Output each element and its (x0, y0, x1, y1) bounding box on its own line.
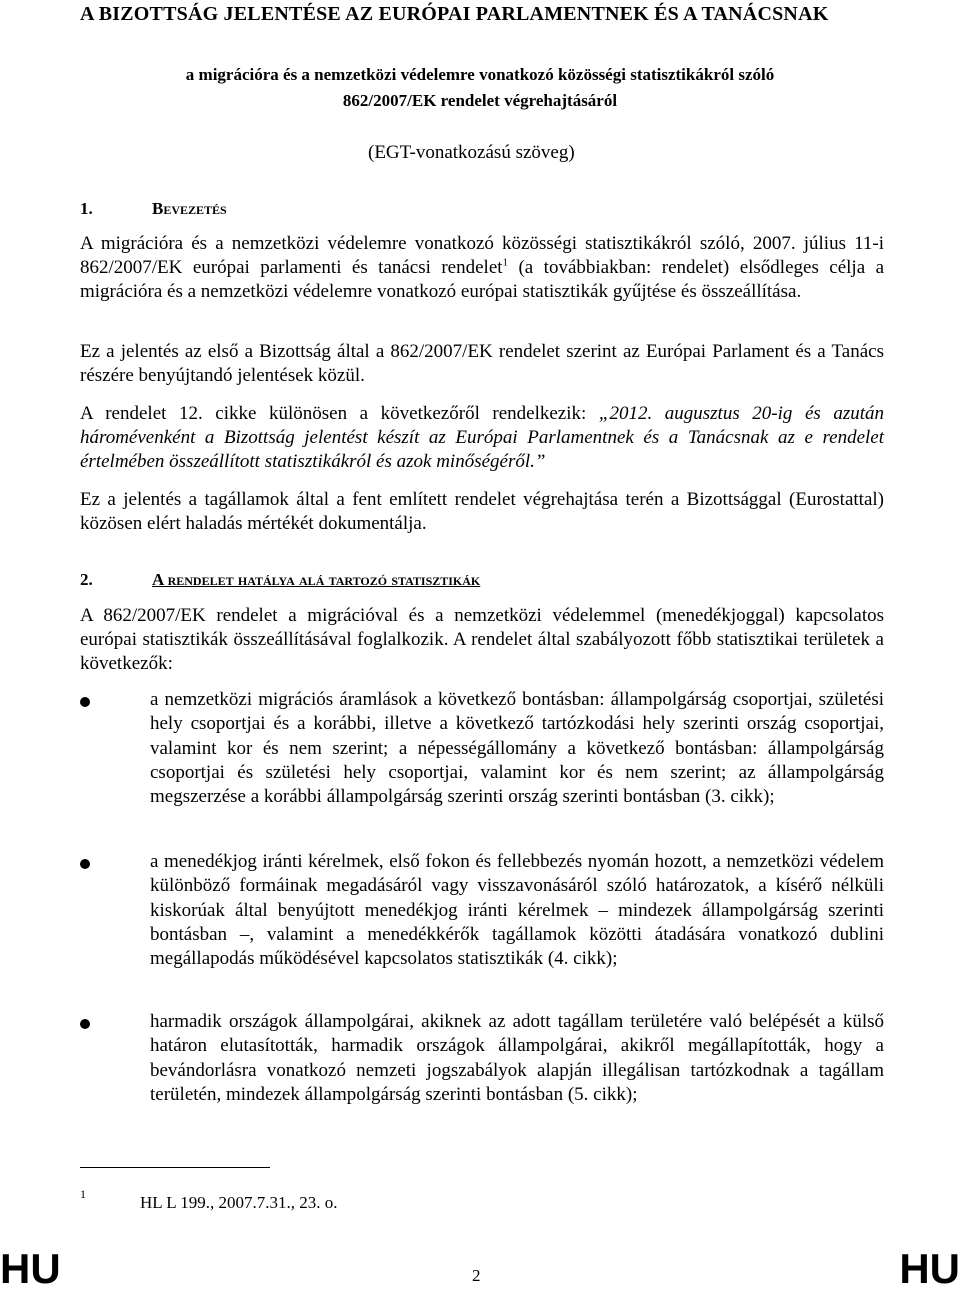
footnote-reference[interactable]: 1 (502, 256, 509, 269)
section-1-paragraph-3 (80, 402, 884, 474)
footnote-text: HL L 199., 2007.7.31., 23. o. (140, 1193, 338, 1212)
bullet-1-dot (80, 697, 90, 707)
section-1-paragraph-2: Ez a jelentés az első a Bizottság által a 862/2007/EK rendelet szerint az Európai Parlament és a Tanács részére benyújtandó jelentések közül. (80, 341, 884, 386)
language-code-right: HU (899, 1245, 960, 1292)
section-1-paragraph-4: Ez a jelentés a tagállamok által a fent említett rendelet végrehajtása terén a Bizottsággal (Eurostattal) közösen elért haladás mértékét dokumentálja. (80, 489, 884, 534)
bullet-item-2: a menedékjog iránti kérelmek, első fokon és fellebbezés nyomán hozott, a nemzetközi védelem különböző formáinak megadásáról vagy visszavonásáról szóló határozatok, a kísérő nélküli kiskorúak által benyújtott menedékjog iránti kérelmek – mindezek állampolgárság szerinti bontásban –, valamint a menedékkérők tagállamok közötti átadására vonatkozó dublini megállapodás működésével kapcsolatos statisztikák (4. cikk); (150, 851, 884, 970)
page-number: 2 (472, 1266, 481, 1285)
paragraph-3-quote: „2012. augusztus 20-ig és azután háromévenként a Bizottság jelentést készít az Európai Parlamentnek és a Tanácsnak az e rendelet értelmében összeállított statisztikákról és azok minőségéről.” (80, 403, 885, 472)
section-1-paragraph-1 (80, 232, 884, 304)
section-2-heading: A rendelet hatálya alá tartozó statisztikák (152, 570, 481, 589)
section-2-paragraph-1: A 862/2007/EK rendelet a migrációval és a nemzetközi védelemmel (menedékjoggal) kapcsolatos európai statisztikák összeállításával foglalkozik. A rendelet által szabályozott főbb statisztikai területek a következők: (80, 605, 884, 674)
language-code-left: HU (0, 1245, 61, 1292)
document-subtitle (80, 62, 880, 114)
footnote-separator (80, 1167, 270, 1168)
subtitle-line-2: 862/2007/EK rendelet végrehajtásáról (342, 91, 618, 110)
section-1-heading: Bevezetés (152, 199, 227, 218)
section-2-number: 2. (80, 570, 93, 589)
eea-relevance-note: (EGT-vonatkozású szöveg) (368, 142, 575, 163)
document-title: A BIZOTTSÁG JELENTÉSE AZ EURÓPAI PARLAMENTNEK ÉS A TANÁCSNAK (80, 3, 829, 25)
footnote-number: 1 (80, 1187, 86, 1201)
section-1-number: 1. (80, 199, 93, 218)
bullet-item-3: harmadik országok állampolgárai, akiknek az adott tagállam területére való belépését a külső határon elutasították, harmadik országok állampolgárai, akikről megállapították, hogy a bevándorlásra vonatkozó nemzeti jogszabályok alapján illegálisan tartózkodnak a tagállam területén, mindezek állampolgárság szerinti bontásban (5. cikk); (150, 1011, 884, 1105)
bullet-3-dot (80, 1019, 90, 1029)
bullet-item-1: a nemzetközi migrációs áramlások a következő bontásban: állampolgárság csoportjai, születési hely csoportjai és a korábbi, illetve a következő tartózkodási hely szerinti ország csoportjai, valamint kor és nem szerint; a népességállomány a következő bontásban: állampolgárság csoportjai és születési hely csoportjai, valamint kor és nem szerint; az állampolgárság megszerzése a korábbi állampolgárság szerinti ország szerinti bontásban (3. cikk); (150, 689, 884, 808)
paragraph-1-text-b: (a továbbiakban: rendelet) elsődleges célja a migrációra és a nemzetközi védelemre vonatkozó európai statisztikák gyűjtése és összeállítása. (80, 257, 884, 302)
bullet-2-dot (80, 859, 90, 869)
paragraph-1-text-a: A migrációra és a nemzetközi védelemre vonatkozó közösségi statisztikákról szóló, 2007. július 11-i 862/2007/EK európai parlamenti és tanácsi rendelet (80, 233, 884, 278)
paragraph-3-text: A rendelet 12. cikke különösen a következőről rendelkezik: (80, 403, 599, 424)
subtitle-line-1: a migrációra és a nemzetközi védelemre vonatkozó közösségi statisztikákról szóló (185, 65, 775, 84)
